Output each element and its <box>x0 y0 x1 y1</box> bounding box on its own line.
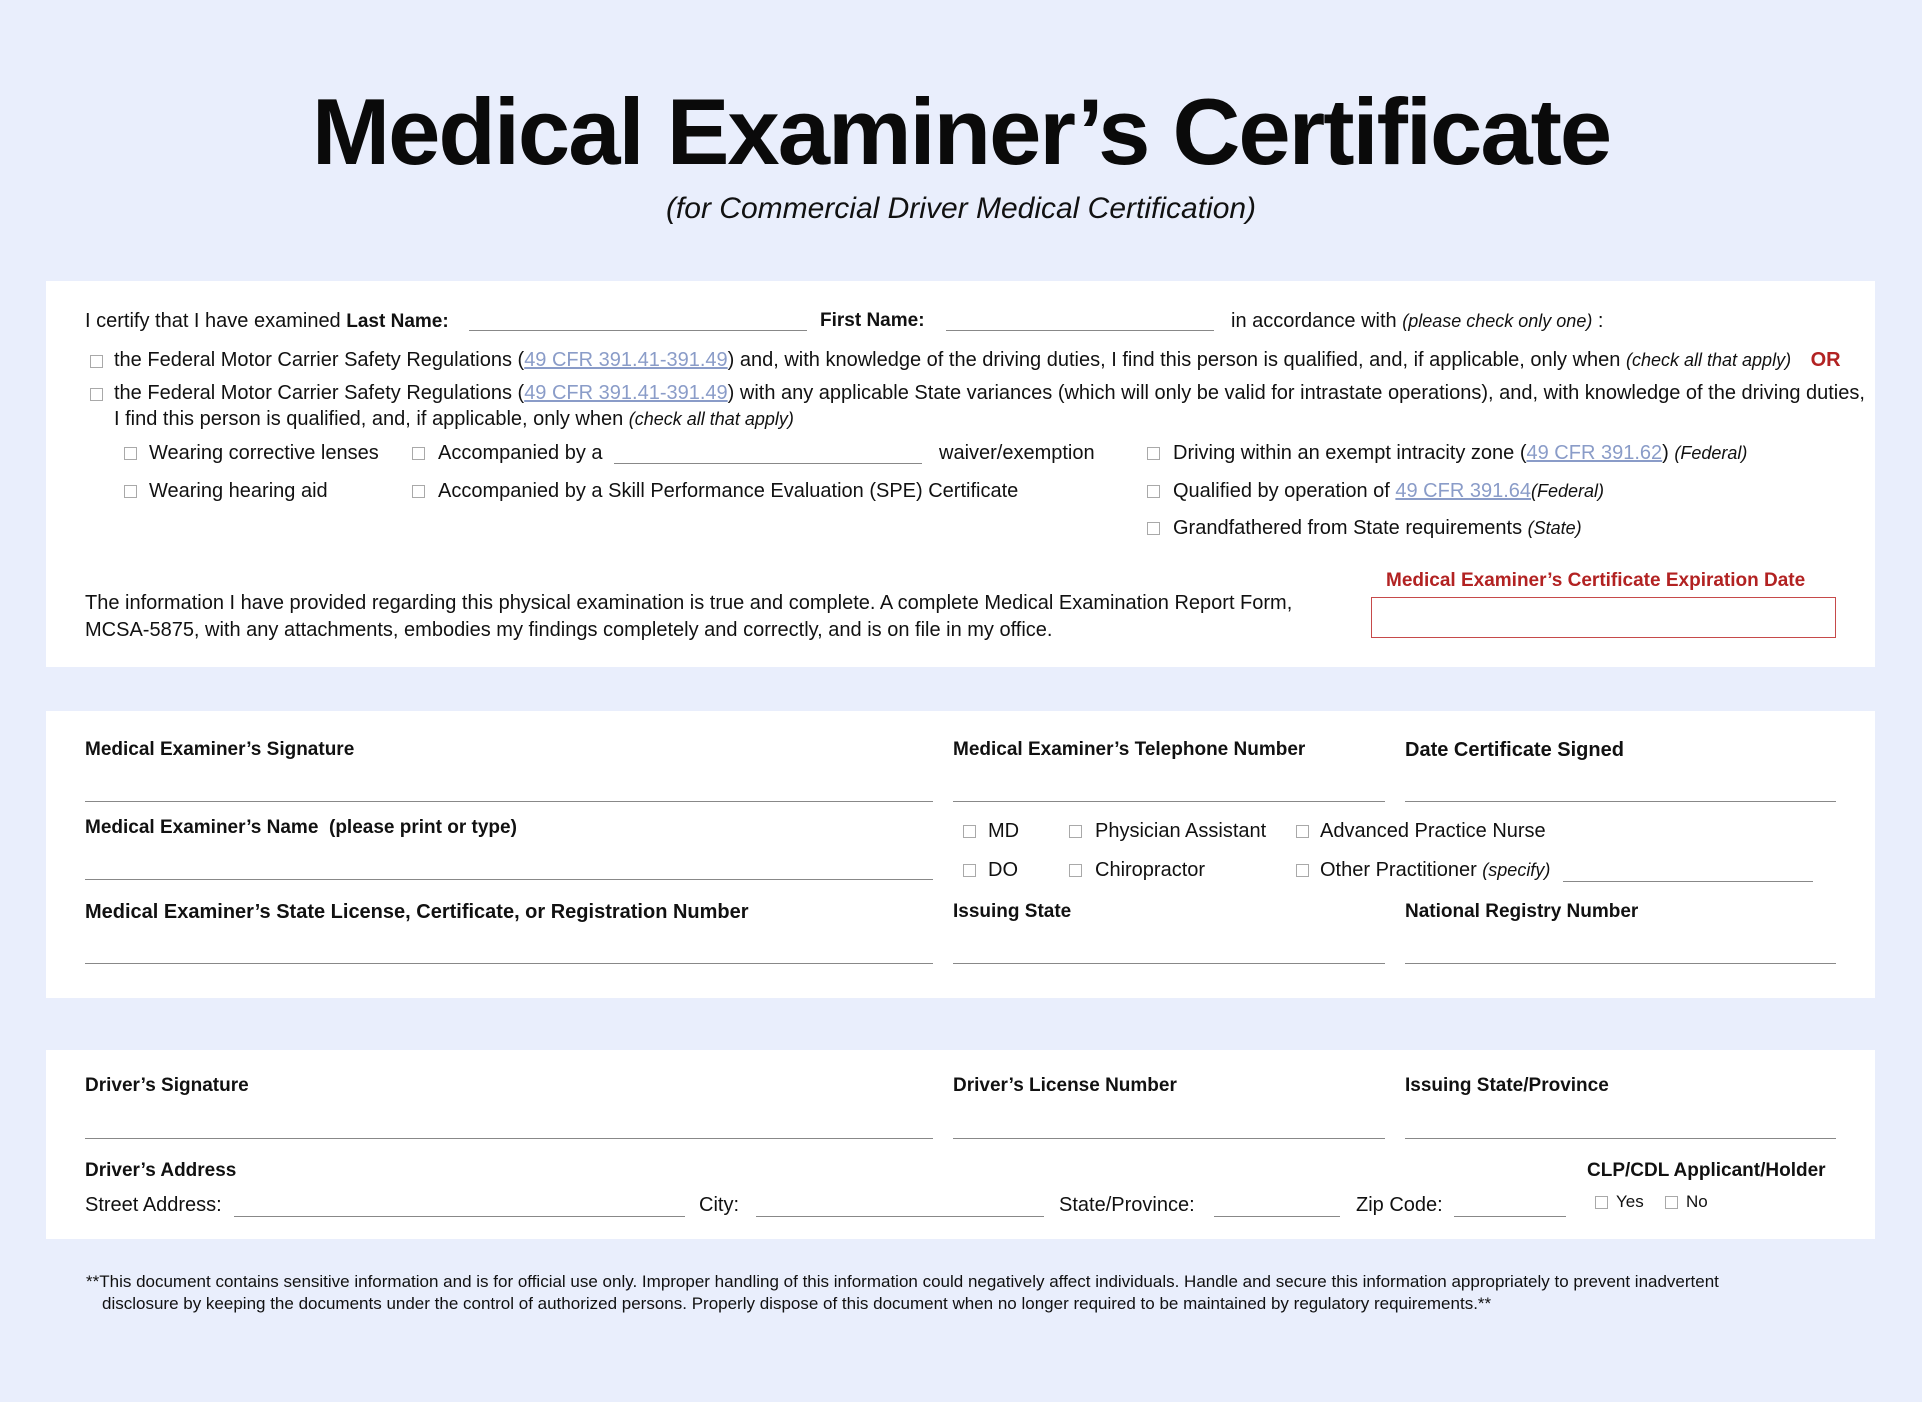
accordance-row <box>1231 309 1603 333</box>
cfr-391-64-link[interactable]: 49 CFR 391.64 <box>1395 480 1532 502</box>
driver-license-label: Driver’s License Number <box>953 1075 1177 1096</box>
national-registry-field[interactable] <box>1405 963 1836 964</box>
or-label: OR <box>1810 349 1841 371</box>
examiner-name-label: Medical Examiner’s Name <box>85 817 319 838</box>
state-province-label: State/Province: <box>1059 1194 1195 1216</box>
expiration-date-field[interactable] <box>1371 597 1836 638</box>
apn-checkbox[interactable] <box>1296 825 1309 838</box>
intracity-note: (Federal) <box>1674 443 1748 463</box>
grandfathered-text <box>1173 516 1582 540</box>
license-number-label: Medical Examiner’s State License, Certificate, or Registration Number <box>85 901 749 923</box>
clp-cdl-label: CLP/CDL Applicant/Holder <box>1587 1160 1826 1181</box>
page-subtitle: (for Commercial Driver Medical Certification) <box>665 192 1257 225</box>
option-federal-checkbox[interactable] <box>90 355 103 368</box>
apn-label: Advanced Practice Nurse <box>1320 820 1546 842</box>
qualified-operation-text <box>1173 479 1604 503</box>
option-state-variance-checkbox[interactable] <box>90 388 103 401</box>
accordance-note: (please check only one) <box>1402 311 1593 331</box>
waiver-type-field[interactable] <box>614 463 922 464</box>
option1-note: (check all that apply) <box>1625 350 1792 370</box>
option1-post: ) and, with knowledge of the driving duties, I find this person is qualified, and, if applicable, only when <box>727 349 1621 371</box>
driver-panel <box>46 1050 1875 1239</box>
corrective-lenses-checkbox[interactable] <box>124 447 137 460</box>
issuing-state-label: Issuing State <box>953 901 1072 922</box>
waiver-exemption-label: waiver/exemption <box>939 442 1095 464</box>
qualified-operation-checkbox[interactable] <box>1147 485 1160 498</box>
last-name-field[interactable] <box>469 330 807 331</box>
examiner-telephone-field[interactable] <box>953 801 1385 802</box>
driver-signature-label: Driver’s Signature <box>85 1075 249 1096</box>
grandfathered-note: (State) <box>1527 518 1582 538</box>
spe-certificate-label: Accompanied by a Skill Performance Evaluation (SPE) Certificate <box>438 480 1019 502</box>
option2-post: ) with any applicable State variances (which will only be valid for intrastate operations), and, with knowledge of the driving duties, <box>727 382 1865 404</box>
intracity-pre: Driving within an exempt intracity zone ( <box>1173 442 1527 464</box>
city-label: City: <box>699 1194 739 1216</box>
attestation-line-1: The information I have provided regarding this physical examination is true and complete. A complete Medical Examination Report Form, <box>85 592 1293 614</box>
hearing-aid-checkbox[interactable] <box>124 485 137 498</box>
grandfathered-checkbox[interactable] <box>1147 522 1160 535</box>
chiropractor-checkbox[interactable] <box>1069 864 1082 877</box>
clp-no-label: No <box>1686 1192 1708 1211</box>
certification-panel <box>46 281 1875 667</box>
other-practitioner-field[interactable] <box>1563 881 1813 882</box>
certify-row <box>85 309 449 334</box>
examiner-panel <box>46 711 1875 998</box>
option-federal-text <box>114 348 1841 372</box>
qualified-note: (Federal) <box>1531 481 1605 501</box>
grandfathered-label: Grandfathered from State requirements <box>1173 517 1523 539</box>
attestation-line-2: MCSA-5875, with any attachments, embodies my findings completely and correctly, and is on file in my office. <box>85 619 1053 641</box>
option1-pre: the Federal Motor Carrier Safety Regulations ( <box>114 349 525 371</box>
street-address-label: Street Address: <box>85 1194 222 1216</box>
clp-no-checkbox[interactable] <box>1665 1196 1678 1209</box>
examiner-name-note: (please print or type) <box>329 817 517 838</box>
option2-note: (check all that apply) <box>628 409 794 429</box>
cfr-391-41-link-2[interactable]: 49 CFR 391.41-391.49 <box>524 382 728 404</box>
intracity-zone-checkbox[interactable] <box>1147 447 1160 460</box>
other-practitioner-checkbox[interactable] <box>1296 864 1309 877</box>
option2-line2-text: I find this person is qualified, and, if applicable, only when <box>114 408 624 430</box>
pa-checkbox[interactable] <box>1069 825 1082 838</box>
state-province-field[interactable] <box>1214 1216 1340 1217</box>
expiration-date-label: Medical Examiner’s Certificate Expiration Date <box>1386 570 1806 591</box>
other-practitioner-text <box>1320 858 1550 882</box>
city-field[interactable] <box>756 1216 1044 1217</box>
do-label: DO <box>988 859 1018 881</box>
driver-signature-field[interactable] <box>85 1138 933 1139</box>
spe-certificate-checkbox[interactable] <box>412 485 425 498</box>
qualified-pre: Qualified by operation of <box>1173 480 1390 502</box>
street-address-field[interactable] <box>234 1216 685 1217</box>
accompanied-waiver-checkbox[interactable] <box>412 447 425 460</box>
examiner-telephone-label: Medical Examiner’s Telephone Number <box>953 739 1306 760</box>
last-name-label: Last Name: <box>346 311 449 332</box>
confidentiality-notice <box>86 1271 1846 1315</box>
option2-pre: the Federal Motor Carrier Safety Regulations ( <box>114 382 525 404</box>
do-checkbox[interactable] <box>963 864 976 877</box>
license-number-field[interactable] <box>85 963 933 964</box>
accordance-text: in accordance with <box>1231 310 1397 332</box>
option2-line2 <box>114 407 794 431</box>
first-name-field[interactable] <box>946 330 1214 331</box>
zip-code-field[interactable] <box>1454 1216 1566 1217</box>
accompanied-by-label: Accompanied by a <box>438 442 603 464</box>
cfr-391-62-link[interactable]: 49 CFR 391.62 <box>1526 442 1663 464</box>
date-signed-field[interactable] <box>1405 801 1836 802</box>
pa-label: Physician Assistant <box>1095 820 1267 842</box>
page-title: Medical Examiner’s Certificate <box>311 79 1611 184</box>
chiropractor-label: Chiropractor <box>1095 859 1206 881</box>
driver-address-label: Driver’s Address <box>85 1160 237 1181</box>
clp-yes-checkbox[interactable] <box>1595 1196 1608 1209</box>
other-practitioner-label: Other Practitioner <box>1320 859 1477 881</box>
other-practitioner-note: (specify) <box>1482 860 1551 880</box>
corrective-lenses-label: Wearing corrective lenses <box>149 442 379 464</box>
accordance-colon: : <box>1597 310 1604 332</box>
hearing-aid-label: Wearing hearing aid <box>149 480 328 502</box>
md-checkbox[interactable] <box>963 825 976 838</box>
examiner-name-field[interactable] <box>85 879 933 880</box>
certify-intro: I certify that I have examined <box>85 310 341 332</box>
clp-yes-label: Yes <box>1616 1192 1644 1211</box>
cfr-391-41-link-1[interactable]: 49 CFR 391.41-391.49 <box>524 349 728 371</box>
driver-issuing-state-field[interactable] <box>1405 1138 1836 1139</box>
driver-issuing-state-label: Issuing State/Province <box>1405 1075 1609 1096</box>
intracity-post: ) <box>1662 442 1669 464</box>
option-state-variance-text <box>114 381 1865 405</box>
examiner-signature-field[interactable] <box>85 801 933 802</box>
issuing-state-field[interactable] <box>953 963 1385 964</box>
intracity-zone-text <box>1173 441 1747 465</box>
examiner-signature-label: Medical Examiner’s Signature <box>85 739 355 760</box>
zip-code-label: Zip Code: <box>1356 1194 1443 1216</box>
md-label: MD <box>988 820 1020 842</box>
footer-line-2: disclosure by keeping the documents under the control of authorized persons. Properly dispose of this document when no longer required to be maintained by regulatory requirements.** <box>102 1294 1492 1313</box>
first-name-label: First Name: <box>820 310 925 331</box>
national-registry-label: National Registry Number <box>1405 901 1639 922</box>
driver-license-field[interactable] <box>953 1138 1385 1139</box>
date-signed-label: Date Certificate Signed <box>1405 739 1624 761</box>
footer-line-1: **This document contains sensitive information and is for official use only. Improper handling of this information could negatively affect individuals. Handle and secure this information appropriately to prevent inadvertent <box>86 1272 1719 1291</box>
